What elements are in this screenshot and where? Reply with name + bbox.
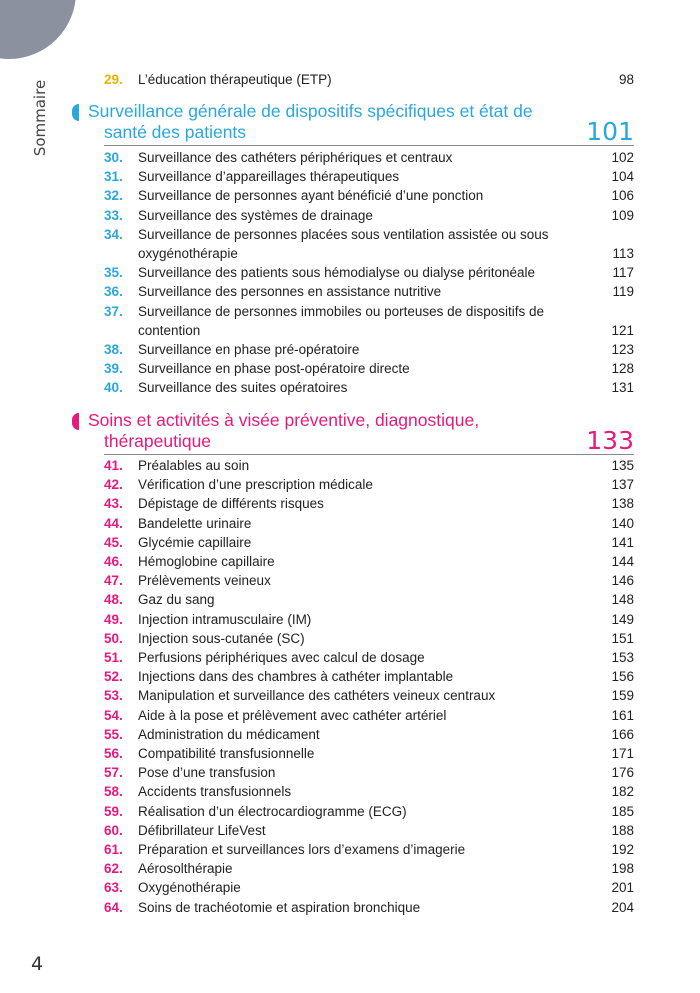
entry-number: 63. xyxy=(104,880,123,896)
toc-entry[interactable] xyxy=(104,590,634,609)
entry-number: 44. xyxy=(104,515,123,531)
entry-title: Vérification d’une prescription médicale xyxy=(138,477,373,493)
toc-entry[interactable] xyxy=(104,802,634,821)
toc-entry[interactable] xyxy=(104,282,634,301)
entry-title: Surveillance de personnes ayant bénéficié d’une ponction xyxy=(138,188,484,204)
entry-title: Surveillance des patients sous hémodialyse ou dialyse péritonéale xyxy=(138,265,535,281)
entry-page: 140 xyxy=(611,515,634,531)
entry-number: 38. xyxy=(104,342,123,357)
entry-number: 56. xyxy=(104,746,123,761)
entry-number: 41. xyxy=(104,458,123,473)
entry-number: 29. xyxy=(104,72,123,87)
entry-page: 144 xyxy=(611,554,634,569)
section-rule xyxy=(104,145,634,146)
entry-title: Perfusions périphériques avec calcul de dosage xyxy=(138,650,425,665)
entry-title: Surveillance des cathéters périphériques et centraux xyxy=(138,150,453,165)
entry-page: 104 xyxy=(611,169,634,185)
toc-entry[interactable] xyxy=(104,629,634,648)
entry-page: 198 xyxy=(611,861,634,877)
toc-entry[interactable] xyxy=(104,878,634,897)
toc-entry[interactable] xyxy=(104,763,634,782)
entry-page: 121 xyxy=(611,322,634,338)
section-tab-marker xyxy=(72,413,79,430)
entry-title: Glycémie capillaire xyxy=(138,534,252,550)
toc-entry[interactable] xyxy=(104,378,634,397)
entry-number: 50. xyxy=(104,630,123,646)
entry-number: 37. xyxy=(104,303,123,319)
entry-page: 117 xyxy=(612,265,634,281)
entry-page: 204 xyxy=(611,899,634,915)
entry-page: 109 xyxy=(611,207,634,223)
entry-number: 42. xyxy=(104,477,123,493)
entry-title: Réalisation d’un électrocardiogramme (ECG) xyxy=(138,803,407,819)
entry-page: 148 xyxy=(611,592,634,608)
entry-title: Gaz du sang xyxy=(138,592,215,608)
entry-title: Injections dans des chambres à cathéter implantable xyxy=(138,669,454,685)
entry-title: Préalables au soin xyxy=(138,458,250,473)
corner-circle-decoration xyxy=(0,0,76,59)
side-label: Sommaire xyxy=(31,79,49,157)
entry-page: 131 xyxy=(611,380,634,396)
entry-page: 153 xyxy=(611,650,634,665)
toc-entry[interactable] xyxy=(104,782,634,801)
entry-title: Surveillance de personnes placées sous ventilation assistée ou sous oxygénothérapie xyxy=(138,226,549,261)
toc-entry[interactable] xyxy=(104,186,634,205)
entry-number: 36. xyxy=(104,284,123,300)
entry-number: 35. xyxy=(104,265,123,281)
toc-entry[interactable] xyxy=(104,359,634,378)
entry-number: 33. xyxy=(104,207,123,223)
entry-number: 59. xyxy=(104,803,123,819)
entry-title: Injection intramusculaire (IM) xyxy=(138,611,312,627)
toc-entry[interactable] xyxy=(104,821,634,840)
toc-entry[interactable] xyxy=(104,475,634,494)
entry-number: 62. xyxy=(104,861,123,877)
entry-page: 135 xyxy=(611,458,634,473)
entry-number: 61. xyxy=(104,842,123,857)
entry-page: 201 xyxy=(611,880,634,896)
entry-page: 138 xyxy=(611,496,634,512)
entry-page: 137 xyxy=(611,477,634,493)
entry-number: 54. xyxy=(104,707,123,723)
entry-number: 34. xyxy=(104,226,123,242)
toc-entry[interactable] xyxy=(104,648,634,667)
entry-title: L’éducation thérapeutique (ETP) xyxy=(138,72,332,87)
toc-entry[interactable] xyxy=(104,725,634,744)
entry-title: Surveillance des systèmes de drainage xyxy=(138,207,373,223)
entry-page: 128 xyxy=(611,361,634,377)
section-title-line1: Soins et activités à visée préventive, diagnostique, xyxy=(88,410,480,430)
entry-title: Surveillance de personnes immobiles ou porteuses de dispositifs de contention xyxy=(138,303,544,338)
entry-page: 192 xyxy=(611,842,634,857)
toc-entry[interactable] xyxy=(104,840,634,859)
toc-entry[interactable] xyxy=(104,514,634,533)
entry-page: 166 xyxy=(611,726,634,742)
toc-entry[interactable] xyxy=(104,571,634,590)
entry-page: 182 xyxy=(611,784,634,800)
entry-number: 53. xyxy=(104,688,123,704)
toc-entry[interactable] xyxy=(104,898,634,917)
entry-page: 141 xyxy=(611,534,634,550)
entry-page: 185 xyxy=(611,803,634,819)
entry-number: 51. xyxy=(104,650,123,665)
entry-number: 49. xyxy=(104,611,123,627)
section-page: 133 xyxy=(586,426,634,455)
entry-title: Manipulation et surveillance des cathéters veineux centraux xyxy=(138,688,496,704)
toc-entry[interactable] xyxy=(104,263,634,282)
entry-title: Injection sous-cutanée (SC) xyxy=(138,630,305,646)
toc-entry[interactable] xyxy=(104,533,634,552)
section-rule xyxy=(104,454,634,455)
entry-page: 161 xyxy=(611,707,634,723)
page-number: 4 xyxy=(31,953,44,975)
entry-number: 30. xyxy=(104,150,123,165)
entry-title: Bandelette urinaire xyxy=(138,515,252,531)
entry-title: Surveillance des suites opératoires xyxy=(138,380,348,396)
entry-number: 39. xyxy=(104,361,123,377)
entry-number: 31. xyxy=(104,169,123,185)
toc-entry[interactable] xyxy=(104,610,634,629)
toc-entry[interactable] xyxy=(104,667,634,686)
toc-entry[interactable] xyxy=(104,340,634,359)
section-title-line1: Surveillance générale de dispositifs spécifiques et état de xyxy=(88,101,533,121)
toc-entry[interactable] xyxy=(104,167,634,186)
entry-title: Préparation et surveillances lors d’examens d’imagerie xyxy=(138,842,466,857)
entry-number: 64. xyxy=(104,899,123,915)
entry-page: 156 xyxy=(611,669,634,685)
entry-title: Surveillance en phase pré-opératoire xyxy=(138,342,360,357)
entry-page: 188 xyxy=(611,822,634,838)
toc-entry[interactable] xyxy=(104,859,634,878)
entry-number: 60. xyxy=(104,822,123,838)
entry-number: 46. xyxy=(104,554,123,569)
entry-number: 55. xyxy=(104,726,123,742)
entry-page: 159 xyxy=(611,688,634,704)
entry-title: Aérosolthérapie xyxy=(138,861,233,877)
toc-entry[interactable] xyxy=(104,552,634,571)
entry-title: Soins de trachéotomie et aspiration bronchique xyxy=(138,899,421,915)
toc-entry[interactable] xyxy=(104,70,634,89)
section-page: 101 xyxy=(586,117,634,146)
entry-page: 123 xyxy=(611,342,634,357)
section-tab-marker xyxy=(72,104,79,121)
toc-entry[interactable] xyxy=(104,456,634,475)
entry-title: Administration du médicament xyxy=(138,726,320,742)
entry-title: Surveillance d’appareillages thérapeutiques xyxy=(138,169,400,185)
entry-number: 52. xyxy=(104,669,123,685)
entry-page: 146 xyxy=(611,573,634,589)
entry-number: 40. xyxy=(104,380,123,396)
toc-entry[interactable] xyxy=(104,686,634,705)
entry-number: 43. xyxy=(104,496,123,512)
toc-entry[interactable] xyxy=(104,302,634,340)
entry-title: Surveillance des personnes en assistance nutritive xyxy=(138,284,442,300)
entry-title: Surveillance en phase post-opératoire directe xyxy=(138,361,410,377)
toc-entry[interactable] xyxy=(104,706,634,725)
toc-entry[interactable] xyxy=(104,148,634,167)
entry-title: Oxygénothérapie xyxy=(138,880,241,896)
toc-entry[interactable] xyxy=(104,494,634,513)
entry-title: Compatibilité transfusionnelle xyxy=(138,746,315,761)
entry-page: 176 xyxy=(611,765,634,781)
entry-title: Prélèvements veineux xyxy=(138,573,271,589)
entry-page: 106 xyxy=(611,188,634,204)
entry-title: Pose d’une transfusion xyxy=(138,765,276,781)
section-title-line2: thérapeutique xyxy=(104,431,212,451)
toc-entry[interactable] xyxy=(104,744,634,763)
toc-entry[interactable] xyxy=(104,225,634,263)
entry-title: Aide à la pose et prélèvement avec cathéter artériel xyxy=(138,707,447,723)
entry-title: Dépistage de différents risques xyxy=(138,496,324,512)
entry-title: Défibrillateur LifeVest xyxy=(138,822,266,838)
entry-page: 119 xyxy=(612,284,634,300)
entry-page: 149 xyxy=(611,611,634,627)
entry-page: 102 xyxy=(611,150,634,165)
entry-number: 32. xyxy=(104,188,123,204)
entry-number: 48. xyxy=(104,592,123,608)
entry-title: Hémoglobine capillaire xyxy=(138,554,275,569)
entry-number: 58. xyxy=(104,784,123,800)
entry-number: 57. xyxy=(104,765,123,781)
section-title-line2: santé des patients xyxy=(104,122,247,142)
entry-page: 151 xyxy=(611,630,634,646)
entry-number: 45. xyxy=(104,534,123,550)
entry-number: 47. xyxy=(104,573,123,589)
entry-title: Accidents transfusionnels xyxy=(138,784,292,800)
entry-page: 171 xyxy=(611,746,634,761)
toc-entry[interactable] xyxy=(104,206,634,225)
entry-page: 98 xyxy=(618,72,634,87)
entry-page: 113 xyxy=(612,245,634,261)
